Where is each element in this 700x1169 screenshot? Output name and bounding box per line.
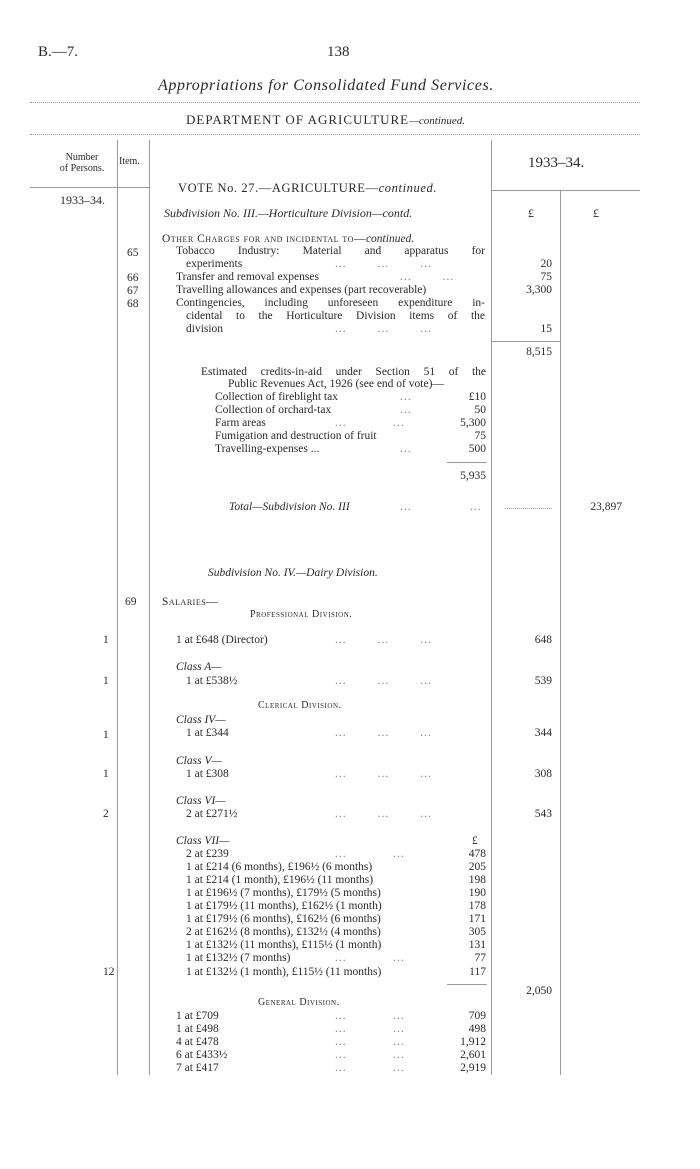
- general-row: 1 at £709: [176, 1010, 219, 1022]
- contingencies-line3: division: [186, 323, 224, 335]
- class-vii-row: 1 at £132½ (11 months), £115½ (1 month): [186, 939, 382, 951]
- subdivision-3-total-label: Total—Subdivision No. III: [229, 501, 350, 513]
- class-vii-amount: 190: [468, 887, 486, 899]
- contingencies-amount: 15: [540, 323, 552, 335]
- director-salary-label: 1 at £648 (Director): [176, 634, 268, 646]
- general-row: 4 at £478: [176, 1036, 219, 1048]
- leader-dots: ... ...: [335, 1010, 405, 1022]
- leader-dots: ... ...: [400, 271, 455, 283]
- item-number-65: 65: [127, 247, 139, 259]
- leader-dots: ...: [400, 443, 412, 455]
- leader-dots: ... ... ...: [335, 323, 432, 335]
- transfer-item: Transfer and removal expenses: [176, 271, 319, 283]
- subdivision-3-total-value: 23,897: [590, 501, 622, 513]
- general-division-heading: General Division.: [258, 997, 340, 1008]
- general-row: 6 at £433½: [176, 1049, 228, 1061]
- other-charges-label: Other Charges for and incidental to—: [162, 233, 366, 245]
- director-amount: 648: [534, 634, 552, 646]
- contingencies-line2: cidental to the Horticulture Division items of the: [186, 310, 485, 322]
- class-vii-row: 2 at £162½ (8 months), £132½ (4 months): [186, 926, 381, 938]
- item-number-68: 68: [127, 298, 139, 310]
- class-v-amount: 308: [534, 768, 552, 780]
- general-amount: 498: [468, 1023, 486, 1035]
- department-heading: [186, 112, 465, 128]
- class-vii-row: 1 at £179½ (6 months), £162½ (6 months): [186, 913, 381, 925]
- persons-header-rule: [30, 187, 117, 188]
- class-vii-row: 1 at £214 (1 month), £196½ (11 months): [186, 874, 374, 886]
- persons-header-line2: of Persons.: [59, 163, 105, 174]
- class-vi-salary-label: 2 at £271½: [186, 808, 238, 820]
- transfer-amount: 75: [540, 271, 552, 283]
- persons-class-v: 1: [103, 768, 109, 780]
- class-vii-total-rule: [447, 984, 487, 985]
- persons-year-label: 1933–34.: [60, 193, 105, 207]
- class-vii-row: 1 at £132½ (1 month), £115½ (11 months): [186, 966, 382, 978]
- class-vii-row: 1 at £196½ (7 months), £179½ (5 months): [186, 887, 381, 899]
- credits-intro-line2: Public Revenues Act, 1926 (see end of vote)—: [228, 378, 444, 390]
- page-title: Appropriations for Consolidated Fund Services.: [158, 77, 494, 94]
- class-vii-amount: 77: [474, 952, 486, 964]
- leader-dots: ...: [400, 391, 412, 403]
- class-iv-amount: 344: [534, 727, 552, 739]
- credit-travelling-amount: 500: [468, 443, 486, 455]
- class-v-label: Class V—: [176, 755, 222, 767]
- page-number: 138: [327, 44, 350, 60]
- class-vii-amount: 205: [468, 861, 486, 873]
- class-vii-pound-sign: £: [472, 835, 478, 847]
- persons-column-divider: [117, 140, 118, 1075]
- salaries-heading: Salaries—: [162, 596, 219, 608]
- general-row: 7 at £417: [176, 1062, 219, 1074]
- pound-sign-1: £: [528, 206, 534, 220]
- general-amount: 1,912: [460, 1036, 486, 1048]
- leader-dots: ... ...: [335, 848, 405, 860]
- class-vii-amount: 478: [468, 848, 486, 860]
- class-a-salary-label: 1 at £538½: [186, 675, 238, 687]
- persons-class-vii: 12: [103, 966, 115, 978]
- class-vii-row: 1 at £179½ (11 months), £162½ (1 month): [186, 900, 382, 912]
- amount-column-divider: [491, 140, 492, 1075]
- leader-dots: ... ...: [335, 952, 405, 964]
- persons-class-iv: 1: [103, 729, 109, 741]
- class-vii-amount: 178: [468, 900, 486, 912]
- class-vii-amount: 305: [468, 926, 486, 938]
- item-column-header: Item.: [119, 156, 140, 167]
- credits-intro-line1: Estimated credits-in-aid under Section 51 of the: [201, 366, 486, 378]
- credits-total-rule: [447, 462, 487, 463]
- persons-director: 1: [103, 634, 109, 646]
- professional-division-heading: Professional Division.: [250, 609, 353, 620]
- class-iv-salary-label: 1 at £344: [186, 727, 229, 739]
- credits-total: 5,935: [460, 470, 486, 482]
- class-vi-amount: 543: [534, 808, 552, 820]
- item-number-67: 67: [127, 285, 139, 297]
- credit-fireblight-label: Collection of fireblight tax: [215, 391, 338, 403]
- leader-dots: ... ...: [335, 417, 405, 429]
- leader-dots: ...: [470, 501, 482, 513]
- leader-dots: ... ...: [335, 1062, 405, 1074]
- class-vii-amount: 171: [468, 913, 486, 925]
- class-vii-row: 1 at £132½ (7 months): [186, 952, 291, 964]
- item-column-divider: [149, 140, 150, 1075]
- other-charges-suffix: continued.: [365, 233, 415, 245]
- class-vii-row: 1 at £214 (6 months), £196½ (6 months): [186, 861, 373, 873]
- credit-travelling-label: Travelling-expenses ...: [215, 443, 320, 455]
- header-rule: [30, 102, 640, 103]
- leader-dots: ... ... ...: [335, 675, 432, 687]
- leader-dots: ... ... ...: [335, 258, 432, 270]
- class-vii-amount: 131: [468, 939, 486, 951]
- persons-class-a: 1: [103, 675, 109, 687]
- subtotal-amount: 8,515: [526, 346, 552, 358]
- pound-sign-2: £: [593, 206, 599, 220]
- total-column-divider: [560, 190, 561, 1075]
- subdivision-4-heading: Subdivision No. IV.—Dairy Division.: [208, 567, 378, 579]
- general-amount: 2,919: [460, 1062, 486, 1074]
- class-vii-amount: 198: [468, 874, 486, 886]
- total-dash-rule: [505, 508, 552, 509]
- contingencies-line1: Contingencies, including unforeseen expenditure in-: [176, 297, 485, 309]
- department-name: DEPARTMENT OF AGRICULTURE: [186, 112, 410, 127]
- tobacco-amount: 20: [540, 258, 552, 270]
- vote-title: [178, 181, 437, 196]
- class-vii-total: 2,050: [526, 985, 552, 997]
- leader-dots: ... ... ...: [335, 727, 432, 739]
- general-amount: 709: [468, 1010, 486, 1022]
- year-header-rule: [491, 190, 640, 191]
- travelling-item: Travelling allowances and expenses (part recoverable): [176, 284, 427, 296]
- subtotal-rule: [491, 341, 560, 342]
- class-vii-label: Class VII—: [176, 835, 230, 847]
- class-v-salary-label: 1 at £308: [186, 768, 229, 780]
- tobacco-item-line1: Tobacco Industry: Material and apparatus for: [176, 245, 485, 257]
- document-code: B.—7.: [38, 44, 79, 60]
- year-column-header: 1933–34.: [528, 155, 585, 171]
- leader-dots: ...: [400, 501, 412, 513]
- credit-orchard-amount: 50: [474, 404, 486, 416]
- credit-farm-label: Farm areas: [215, 417, 266, 429]
- persons-header-line1: Number: [65, 152, 99, 163]
- class-vii-amount: 117: [469, 966, 486, 978]
- class-a-label: Class A—: [176, 661, 222, 673]
- item-number-69: 69: [125, 596, 137, 608]
- credit-fumigation-amount: 75: [474, 430, 486, 442]
- other-charges-heading: [162, 233, 414, 245]
- class-a-amount: 539: [534, 675, 552, 687]
- leader-dots: ... ...: [335, 1036, 405, 1048]
- department-suffix: —continued.: [409, 115, 466, 127]
- credit-fumigation-label: Fumigation and destruction of fruit: [215, 430, 377, 442]
- credit-farm-amount: 5,300: [460, 417, 486, 429]
- department-rule: [30, 134, 640, 135]
- vote-title-text: VOTE No. 27.—AGRICULTURE—: [178, 181, 379, 195]
- leader-dots: ... ...: [335, 1049, 405, 1061]
- leader-dots: ... ... ...: [335, 808, 432, 820]
- leader-dots: ... ... ...: [335, 768, 432, 780]
- vote-title-suffix: continued.: [378, 181, 438, 195]
- clerical-division-heading: Clerical Division.: [258, 700, 342, 711]
- class-vii-row: 2 at £239: [186, 848, 229, 860]
- general-row: 1 at £498: [176, 1023, 219, 1035]
- class-vi-label: Class VI—: [176, 795, 226, 807]
- subdivision-3-heading: Subdivision No. III.—Horticulture Division—contd.: [164, 206, 413, 220]
- leader-dots: ... ...: [335, 1023, 405, 1035]
- travelling-amount: 3,300: [526, 284, 552, 296]
- item-header-rule: [117, 187, 149, 188]
- tobacco-item-line2: experiments: [186, 258, 243, 270]
- leader-dots: ...: [400, 404, 412, 416]
- persons-column-header: [52, 152, 112, 174]
- leader-dots: ... ... ...: [335, 634, 432, 646]
- persons-class-vi: 2: [103, 808, 109, 820]
- credit-orchard-label: Collection of orchard-tax: [215, 404, 332, 416]
- general-amount: 2,601: [460, 1049, 486, 1061]
- credit-fireblight-amount: £10: [468, 391, 486, 403]
- class-iv-label: Class IV—: [176, 714, 226, 726]
- item-number-66: 66: [127, 272, 139, 284]
